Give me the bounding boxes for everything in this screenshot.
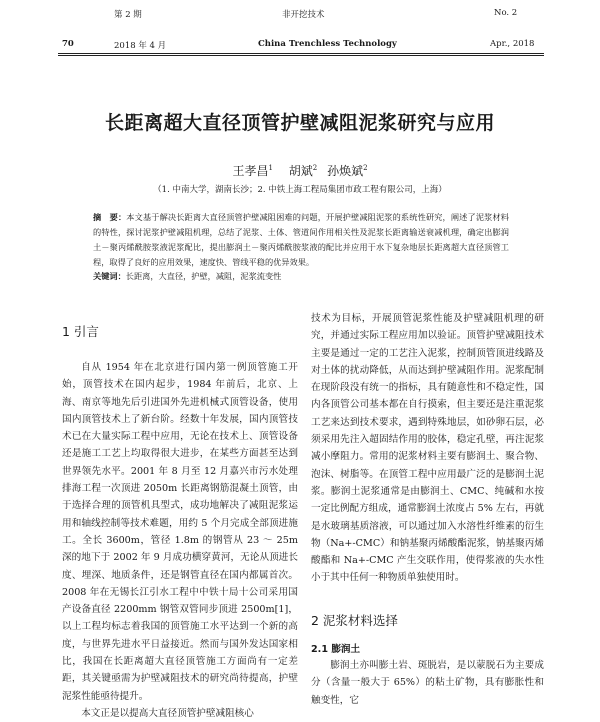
author-affil-mark: 2 [312,164,318,172]
issue-label: 第 2 期 [114,10,142,20]
abstract [93,210,509,270]
section-heading-intro: 1 引言 [62,324,99,339]
issue-number: No. 2 [494,8,518,18]
body-paragraph: 自从 1954 年在北京进行国内第一例顶管施工开始，顶管技术在国内起步，1984 年前后，北京、上海、南京等地先后引进国外先进机械式顶管设备，使用国内顶管技术上了新台阶。经数十年发展，国内顶管技术已在大量实际工程中应用，无论在技术上、顶管设备还是施工工艺上均取得很大进步，在某些方面甚至达到世界领先水平。2001 年 8 月至 12 月嘉兴市污水处理排海工程一次顶进 2050m 长距离钢筋混凝土顶管，由于选择合理的顶管机具型式，成功地解决了减阻泥浆运用和轴线控制等技术难题，用约 5 个月完成全部顶进施工。全长 3600m，管径 1.8m 的钢管从 23 ～ 25m 深的地下于 2002 年 9 月成功横穿黄河，无论从顶进长度、埋深、地质条件，还是钢管直径在国内都属首次。2008 年在无锡长江引水工程中中铁十局十公司采用国产设备直径 2200mm 钢管双管同步顶进 2500m[1]，以上工程均标志着我国的顶管施工水平达到一个新的高度，与世界先进水平日益接近。然而与国外发达国家相比，我国在长距离超大直径顶管施工方面尚有一定差距，其关键亟需为护壁减阻技术的研究尚待提高，护壁泥浆性能亟待提升。 [62,362,298,702]
keywords [93,271,509,282]
section-heading-materials: 2 泥浆材料选择 [311,613,398,628]
affiliation: （1. 中南大学，湖南长沙；2. 中铁上海工程局集团市政工程有限公司，上海） [153,185,447,195]
date-cn: 2018 年 4 月 [114,41,167,51]
author-name: 胡斌 [288,164,313,178]
header-rule [58,53,544,54]
body-paragraph: 技术为目标，开展顶管泥浆性能及护壁减阻机理的研究，并通过实际工程应用加以验证。顶管护壁减阻技术主要是通过一定的工艺注入泥浆，控制顶管顶进线路及对土体的扰动降低，从而达到护壁减阻作用。泥浆配制在现阶段没有统一的指标，具有随意性和不稳定性，国内各顶管公司基本都在自行摸索，但主要还是注重泥浆工艺来达到技术要求，遇到特殊地层，如砂卵石层，必须采用先注入超固结作用的胶体，稳定孔壁，再注泥浆减小摩阻力。常用的泥浆材料主要有膨润土、聚合物、泡沫、树脂等。在顶管工程中应用最广泛的是膨润土泥浆。膨润土泥浆通常是由膨润土、CMC、纯碱和水按一定比例配方组成，通常膨润土浓度占 5% 左右，再就是水玻璃基质溶液，可以通过加入水溶性纤维素的衍生物（Na+-CMC）和钠基聚丙烯酸酯泥浆，钠基聚丙烯酸酯和 Na+-CMC 产生交联作用，使得浆液的失水性小于其中任何一种物质单独使用时。 [311,313,544,584]
section2-body [311,657,544,709]
journal-name-cn: 非开挖技术 [282,10,325,20]
author-affil-mark: 2 [363,164,368,172]
article-title: 长距离超大直径顶管护壁减阻泥浆研究与应用 [104,112,495,134]
author-name: 孙焕斌 [327,164,364,178]
body-paragraph: 本文正是以提高大直径顶管护壁减阻核心 [81,707,254,719]
left-column-body [62,359,298,722]
author-name: 王孝昌 [232,164,269,178]
subsection-heading-bentonite: 2.1 膨润土 [311,644,361,655]
body-paragraph: 膨润土亦叫膨土岩、斑脱岩，是以蒙脱石为主要成分（含量一般大于 65%）的粘土矿物，具有膨胀性和触变性，它 [311,660,544,706]
page-number: 70 [62,39,74,49]
running-header [0,0,600,56]
keywords-label: 关键词： [93,271,126,281]
date-en: Apr., 2018 [490,39,535,49]
author-affil-mark: 1 [268,164,273,172]
journal-name-en: China Trenchless Technology [258,39,397,49]
abstract-text: 本文基于解决长距离大直径顶管护壁减阻困难的问题，开展护壁减阻泥浆的系统性研究，阐述了泥浆材料的特性，探讨泥浆护壁减阻机理，总结了泥浆、土体、管道间作用相关性及泥浆长距离输送衰减机理，确定出膨润土－聚丙烯酰胺浆液泥浆配比，提出膨润土－聚丙烯酰胺浆液的配比并应用于水下复杂地层长距离超大直径顶管工程，取得了良好的应用效果，速度快、管线平稳的优异效果。 [93,212,509,267]
right-column-body [311,310,544,587]
abstract-label: 摘 要： [93,212,127,222]
keywords-text: 长距离，大直径，护壁，减阻，泥浆流变性 [125,271,282,281]
author-list [0,162,600,179]
header-rule-double [58,55,544,56]
